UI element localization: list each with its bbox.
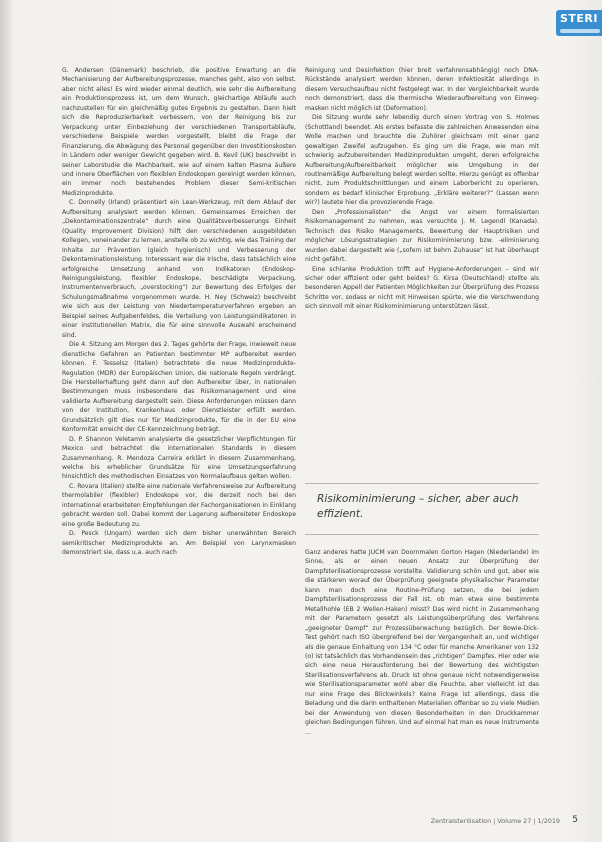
pull-quote	[305, 483, 539, 535]
body-paragraph: Eine schlanke Produktion trifft auf Hygiene-Anforderungen – sind wir sicher oder effizient oder geht beides? G. Kirsa (Deutschland) stellte als besonderen Appell der Patienten Möglichkeiten zur Überprüfung des Prozess Schritte vor, sodass er nicht mit Hinweisen spürte, wie die Verschwendung sich sinnvoll mit einer Risikominimierung unterstützen lässt.	[305, 265, 539, 311]
body-paragraph: D. P. Shannon Veletamin analysierte die gesetzlicher Verpflichtungen für Mexico und betrachtet die internationalen Standards in diesem Zusammenhang. R. Mendoza Carreira erklärt in diesem Zusammenhang, welche bis erheblicher Grundsätze für eine Umsetzungserfahrung hinsichtlich des methodischen Einsatzes von Normalaufbaus gelten wollen.	[62, 435, 296, 481]
page-gutter-shadow	[0, 0, 14, 842]
body-paragraph: D. Pesck (Ungarn) werden sich dem bisher unerwähnten Bereich semikritischer Medizinprodukte an. Am Beispiel von Larynxmasken demonstriert sie, dass u.a. auch nach	[62, 530, 296, 557]
body-paragraph: Ganz anderes hatte JUCM van Doornmalen Gorton Hagen (Niederlande) im Sinne, als er einen neuen Ansatz zur Überprüfung der Dampfsterilisationsprozesse vorstellte. Validierung schön und gut, aber wie die stärkeren worauf der Überprüfung geeignete physikalischer Parameter kann man doch eine Routine-Prüfung setzen, die bei jedem Dampfsterilisationsprozess der Fall ist, ob man etwa eine bestimmte Metallhohle (EB 2 Wellen-Haken) misst? Das wird nicht in Zusammenhang mit der Parametern gesetzt als Leistungsüberprüfung des Verfahrens „geeigneter Dampf“ zur Prozessüberwachung bezüglich. Der Bowie-Dick-Test gehört nach ISO übergreifend bei der Vergangenheit an, und wichtiger als die genaue Einhaltung von 134 °C oder für manche Amerikaner von 132 (o) ist tatsächlich das Vorhandensein des „richtigen“ Dampfes. Hier oder wie sich eine neue Herausforderung bei der Bewertung des wichtigsten Sterilisationsverfahrens ab. Druck ist ohne genaue nicht notwendigerweise wie Sterilisationsparameter wohl aber die Feuchte, aber vielleicht ist das nur eine Frage des Blickwinkels? Keine Frage ist allerdings, dass die Beladung und die darin enthaltenen Materialien offenbar so zu viele Medien bei der Anwendung von diesen Besonderheiten in den Druckkammer gleichen Bedingungen führen. Und auf einmal hat man es neue Instrumente …	[305, 549, 539, 736]
page-number: 5	[572, 815, 578, 825]
body-paragraph: G. Andersen (Dänemark) beschrieb, die positive Erwartung an die Mechanisierung der Aufbereitungsprozesse, manches geht, also von selbst, aber nicht alles! Es wird wieder einmal deutlich, wie sehr die Aufbereitung ein Produktionsprozess ist, um dem Wunsch, gleichartige Abläufe auch nachzustellen für ein gleichmäßig gutes Ergebnis zu gestalten. Dann hielt sich die Reproduzierbarkeit verbessern, von der Reinigung bis zur Verpackung unter Einbeziehung der verschiedenen Transportabläufe, verschiedene Beispiele werden vorgestellt, bleibt die Frage der Finanzierung, die Abwägung des Personal gegenüber den Investitionskosten in Ländern oder weniger Gewicht gegeben wird. B. Kevil (UK) beschreibt in seiner Laborstudie die Machbarkeit, wie auf einem kalten Plasma äußere und innere Oberflächen von flexiblen Endoskopen gereinigt werden können, ein immer noch bestehendes Problem dieser Semi-kritischen Medizinprodukte.	[62, 67, 296, 197]
body-paragraph: C. Donnelly (Irland) präsentiert ein Lean-Werkzeug, mit dem Ablauf der Aufbereitung analysiert werden können. Gemeinsames Erreichen der „Dekontaminationszentrale“ durch eine Qualitätsverbesserungs Einheit (Quality Improvement Division) hilft den verschiedenen ausgebildeten Kollegen, voneinander zu lernen, anstelle ob zu wichtig, wie das Training der Inhalte zur Prävention (gleich hygienisch) und Verbesserung der Dekontaminationsleistung. Interessant war die Irische, dass tatsächlich eine erfolgreiche Umsetzung anhand von Indikatoren (Endoskop-Reinigungsleistung, flexibler Endoskope, beschädigte Verpackung, Instrumentenverbrauch, „overstocking“) zur Bewertung des Erfolges der Schulungsmaßnahme vorgenommen wurde. H. Ney (Schweiz) beschreibt wie sich aus der Leistung von Niedertemperaturverfahren ergeben an Beispiel seines Aufgabenfeldes, die Verteilung von Leistungsindikatoren in einer institutionellen Matrix, die für eine sinnvolle Auswahl erscheinend sind.	[62, 199, 296, 339]
page-footer	[300, 814, 580, 828]
journal-logo-text: STERI	[559, 12, 598, 25]
journal-logo-underline	[560, 29, 600, 33]
body-paragraph: Reinigung und Desinfektion (hier breit verfahrensabhängig) noch DNA-Rückstände analysiert werden können, deren Infektiosität allerdings in diesem Versuchsaufbau nicht festgelegt war. In der Vergleichbarkeit wurde noch demonstriert, dass die thermische Wiederaufbereitung von Einweg-masken nicht möglich ist (Deformation).	[305, 67, 539, 112]
journal-logo	[556, 10, 602, 36]
right-text-column	[305, 66, 539, 312]
right-text-column-lower	[305, 548, 539, 737]
right-column-upper	[305, 66, 539, 312]
footer-journal-info: Zentralsterilisation | Volume 27 | 1/2019	[430, 817, 560, 825]
body-paragraph: Den „Professionalisten“ die Angst vor einem formalisierten Risikomanagement zu nehmen, was versuchte J. M. Legendl (Kanada). Technisch des Risiko Managements, Bewertung der Hauptrisiken und möglicher Lösungsstrategien zur Risikominimierung bzw. -eliminierung wurden dabei dargestellt wie („sofern ist behrn Zuhause“ ist hat überhaupt nicht gefährt.	[305, 208, 539, 264]
body-paragraph: Die 4. Sitzung am Morgen des 2. Tages gehörte der Frage, inwieweit neue dienstliche Gefahren an Patienten bestimmter MP aufbereitet werden können. F. Tesselsz (Italien) betrachtete die neue Medizinprodukte-Regulation (MDR) der Europäischen Union, die nationale Regeln verdrängt. Die Herstellerhaftung geht dann auf den Aufbereiter über, in nationalen Bestimmungen muss insbesondere das Risikomanagement und eine validierte Aufbereitung dargestellt sein. Diese Anforderungen müssen dann von der Institution, Krankenhaus oder Dienstleister erfüllt werden. Grundsätzlich gilt dies nur für Medizinprodukte, für die in der EU eine Konformität erreicht der CE-Kennzeichnung beträgt.	[62, 341, 296, 434]
left-text-column	[62, 66, 296, 558]
body-paragraph: Die Sitzung wurde sehr lebendig durch einen Vortrag von S. Holmes (Schottland) beendet. Als erstes befasste die zahlreichen Anwesenden eine Wolle machen und brauchte die Zuhörer gleichsam mit einer ganz gewaltigen Zweifel aufzugehen. Es ging um die Frage, wie man mit schwierig aufzubereitenden Medizinprodukten umgeht, deren erfolgreiche Aufbereitung/Aufbereitbarkeit möglicher wie Umgebung in der routinemäßige Aufbereitung belegt werden sollte. Hierzu genügt es offenbar nicht, zum Produktschnittlungen und einem Laborbericht zu operieren, sondern es bedarf klinischer Erprobung. „Erkläre weiterer?“ (Lassen wenn wir?) lautete hier die provozierende Frage.	[305, 114, 539, 207]
body-paragraph: C. Rovara (Italien) stellte eine nationale Verfahrensweise zur Aufbereitung thermolabiler (flexibler) Endoskope vor, die derzeit noch bei den international erarbeiteten Empfehlungen der Fachorganisationen in Einklang gebracht werden soll. Dabei kommt der Lagerung aufbereiteter Endoskope eine große Bedeutung zu.	[62, 482, 296, 528]
pull-quote-text: Risikominimierung – sicher, aber auch effizient.	[317, 493, 519, 520]
